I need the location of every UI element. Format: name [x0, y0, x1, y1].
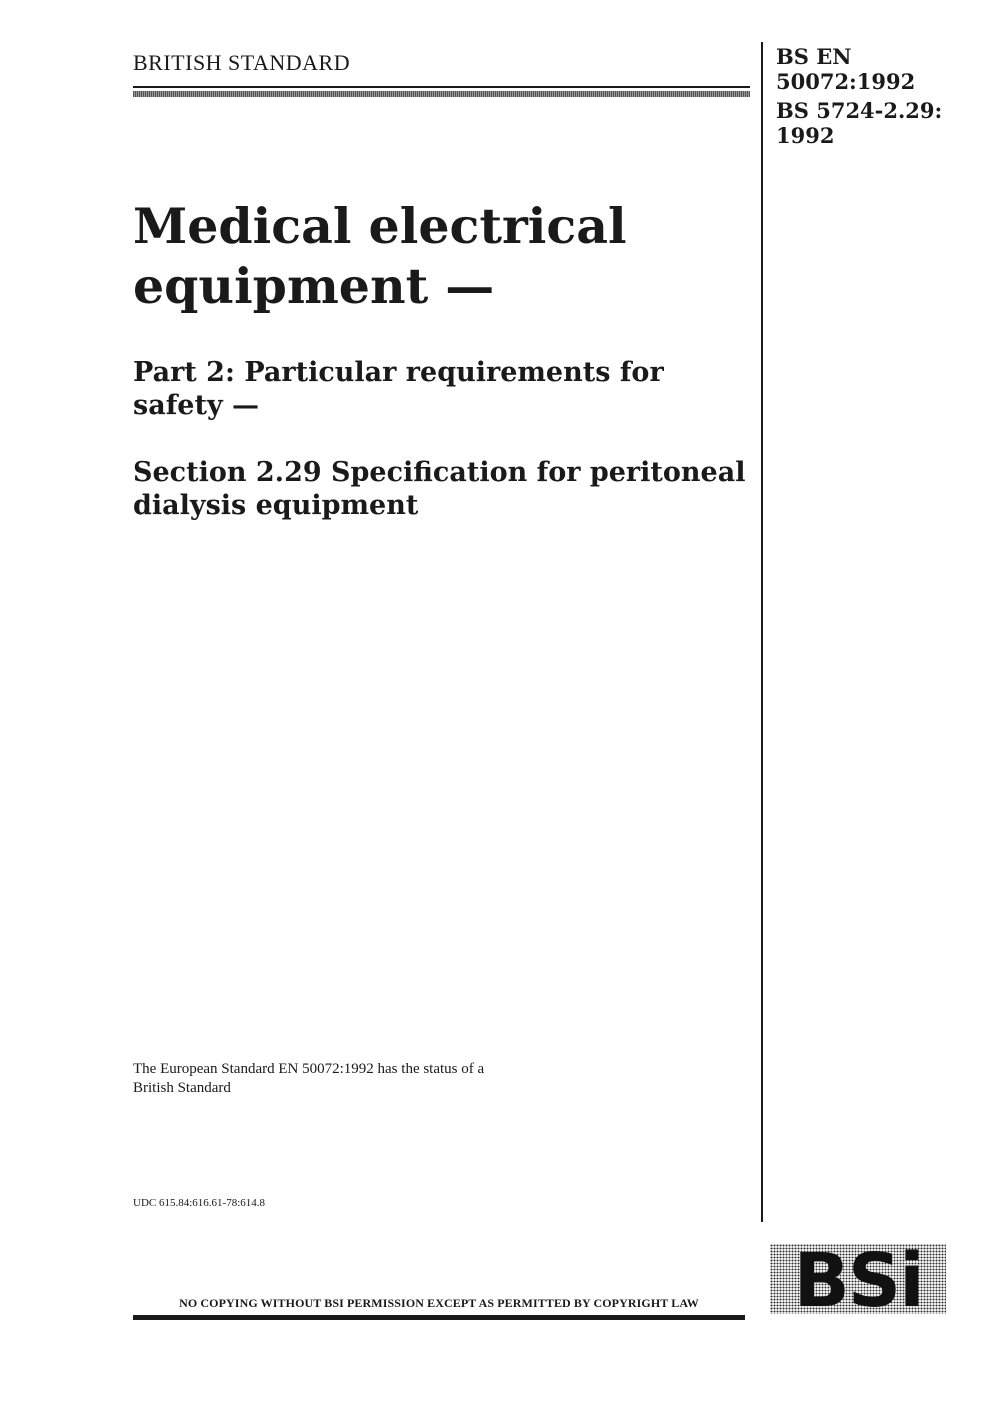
standard-references: [776, 44, 942, 148]
subtitle-line: Section 2.29 Specification for peritoneal: [133, 457, 746, 488]
title-line: Medical electrical: [133, 197, 627, 255]
section-subtitle: [133, 456, 753, 522]
document-title: [133, 196, 753, 316]
bsi-logo-text: BSi: [793, 1244, 923, 1314]
subtitle-line: Part 2: Particular requirements for: [133, 357, 664, 388]
margin-divider: [761, 42, 763, 1222]
title-line: equipment —: [133, 257, 495, 315]
note-line: British Standard: [133, 1080, 231, 1096]
subtitle-line: dialysis equipment: [133, 490, 419, 521]
copyright-notice: NO COPYING WITHOUT BSI PERMISSION EXCEPT AS PERMITTED BY COPYRIGHT LAW: [179, 1296, 699, 1310]
bsi-logo: [770, 1244, 946, 1314]
standard-type-label: BRITISH STANDARD: [133, 50, 351, 75]
part-subtitle: [133, 356, 753, 422]
udc-code: UDC 615.84:616.61-78:614.8: [133, 1197, 265, 1209]
ref-line: BS 5724-2.29:: [776, 98, 943, 123]
ref-line: 50072:1992: [776, 69, 916, 94]
header-rule: [133, 86, 750, 98]
footer-rule: [133, 1315, 745, 1320]
ref-line: 1992: [776, 123, 835, 148]
status-note: [133, 1060, 633, 1098]
ref-line: BS EN: [776, 44, 852, 69]
subtitle-line: safety —: [133, 390, 260, 421]
note-line: The European Standard EN 50072:1992 has the status of a: [133, 1061, 485, 1077]
